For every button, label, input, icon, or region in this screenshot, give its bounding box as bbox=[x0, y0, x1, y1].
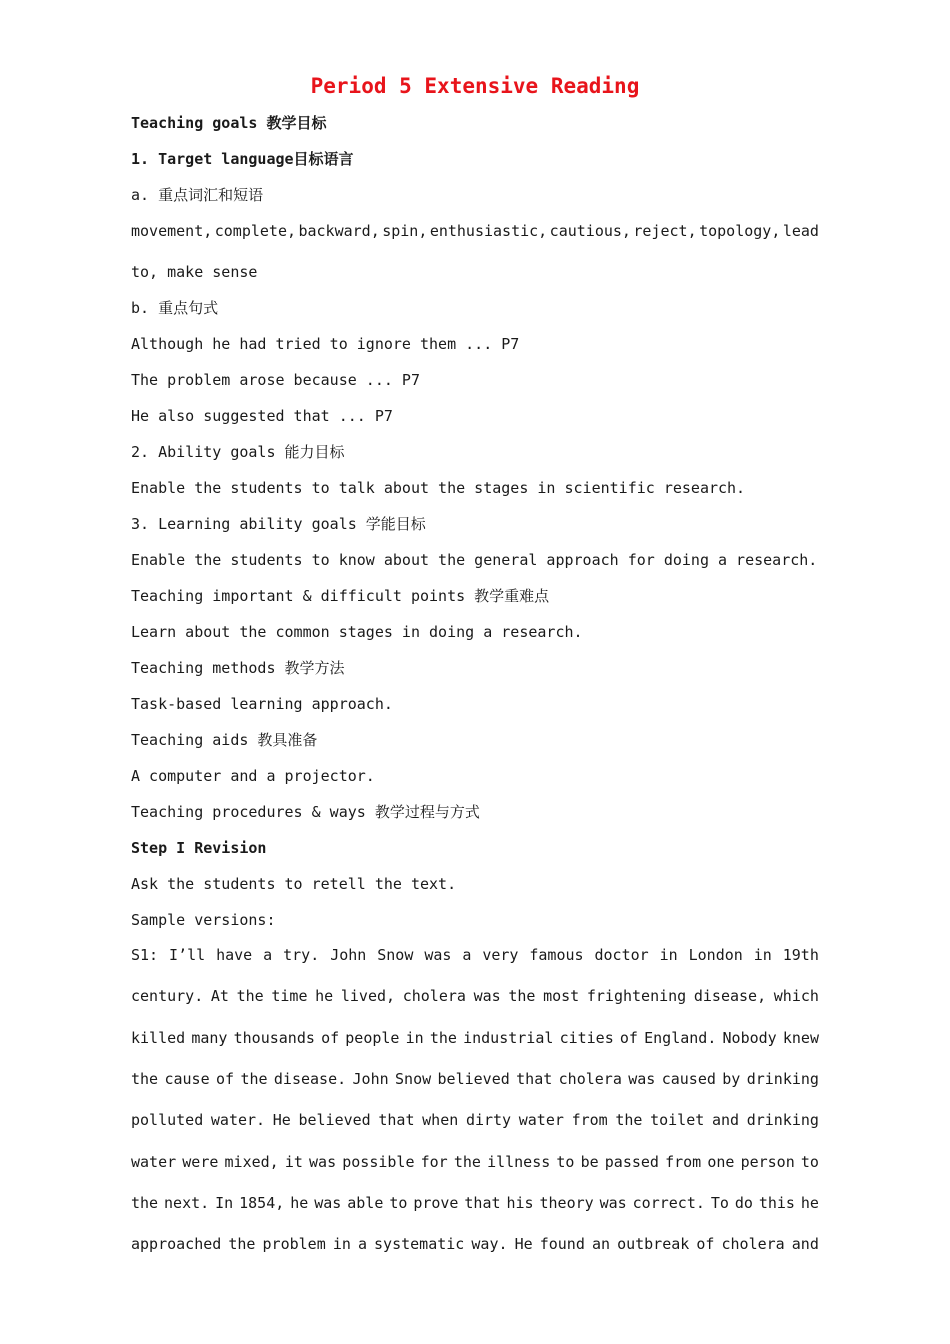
learning-ability-heading: 3. Learning ability goals 学能目标 bbox=[131, 515, 426, 533]
page-title: Period 5 Extensive Reading bbox=[310, 74, 640, 98]
learning-ability-text: Enable the students to know about the general approach for doing a research. bbox=[131, 551, 818, 569]
important-points-heading: Teaching important & difficult points 教学重难点 bbox=[131, 587, 550, 605]
procedures-heading: Teaching procedures & ways 教学过程与方式 bbox=[131, 803, 480, 821]
sentence-pattern: He also suggested that ... P7 bbox=[131, 407, 393, 425]
sentence-pattern: The problem arose because ... P7 bbox=[131, 371, 420, 389]
aids-heading: Teaching aids 教具准备 bbox=[131, 731, 318, 749]
target-language-heading: 1. Target language目标语言 bbox=[131, 150, 354, 168]
paragraph-line: water were mixed, it was possible for the illness to be passed from one person to bbox=[131, 1152, 819, 1171]
paragraph-line: polluted water. He believed that when dirty water from the toilet and drinking bbox=[131, 1111, 819, 1130]
paragraph-line: the next. In 1854, he was able to prove that his theory was correct. To do this he bbox=[131, 1193, 819, 1212]
step1-heading: Step I Revision bbox=[131, 839, 267, 857]
ability-goals-heading: 2. Ability goals 能力目标 bbox=[131, 443, 345, 461]
aids-text: A computer and a projector. bbox=[131, 767, 375, 785]
methods-text: Task-based learning approach. bbox=[131, 695, 393, 713]
paragraph-line: killed many thousands of people in the industrial cities of England. Nobody knew bbox=[131, 1028, 819, 1047]
sentence-pattern: Although he had tried to ignore them ... P7 bbox=[131, 335, 520, 353]
sentence-subheading: b. 重点句式 bbox=[131, 299, 219, 317]
teaching-goals-heading: Teaching goals 教学目标 bbox=[131, 114, 327, 132]
sample-label: Sample versions: bbox=[131, 911, 276, 929]
important-points-text: Learn about the common stages in doing a research. bbox=[131, 623, 583, 641]
step1-instruction: Ask the students to retell the text. bbox=[131, 875, 457, 893]
methods-heading: Teaching methods 教学方法 bbox=[131, 659, 345, 677]
paragraph-line: the cause of the disease. John Snow believed that cholera was caused by drinking bbox=[131, 1069, 819, 1088]
paragraph-line: S1: I’ll have a try. John Snow was a very famous doctor in London in 19th bbox=[131, 946, 819, 964]
ability-goals-text: Enable the students to talk about the stages in scientific research. bbox=[131, 479, 746, 497]
paragraph-line: century. At the time he lived, cholera was the most frightening disease, which bbox=[131, 987, 819, 1006]
paragraph-line: approached the problem in a systematic way. He found an outbreak of cholera and bbox=[131, 1235, 819, 1254]
vocab-line-2: to, make sense bbox=[131, 263, 258, 281]
vocab-subheading: a. 重点词汇和短语 bbox=[131, 186, 264, 204]
vocab-line-1: movement, complete, backward, spin, enthusiastic, cautious, reject, topology, lead bbox=[131, 222, 819, 240]
